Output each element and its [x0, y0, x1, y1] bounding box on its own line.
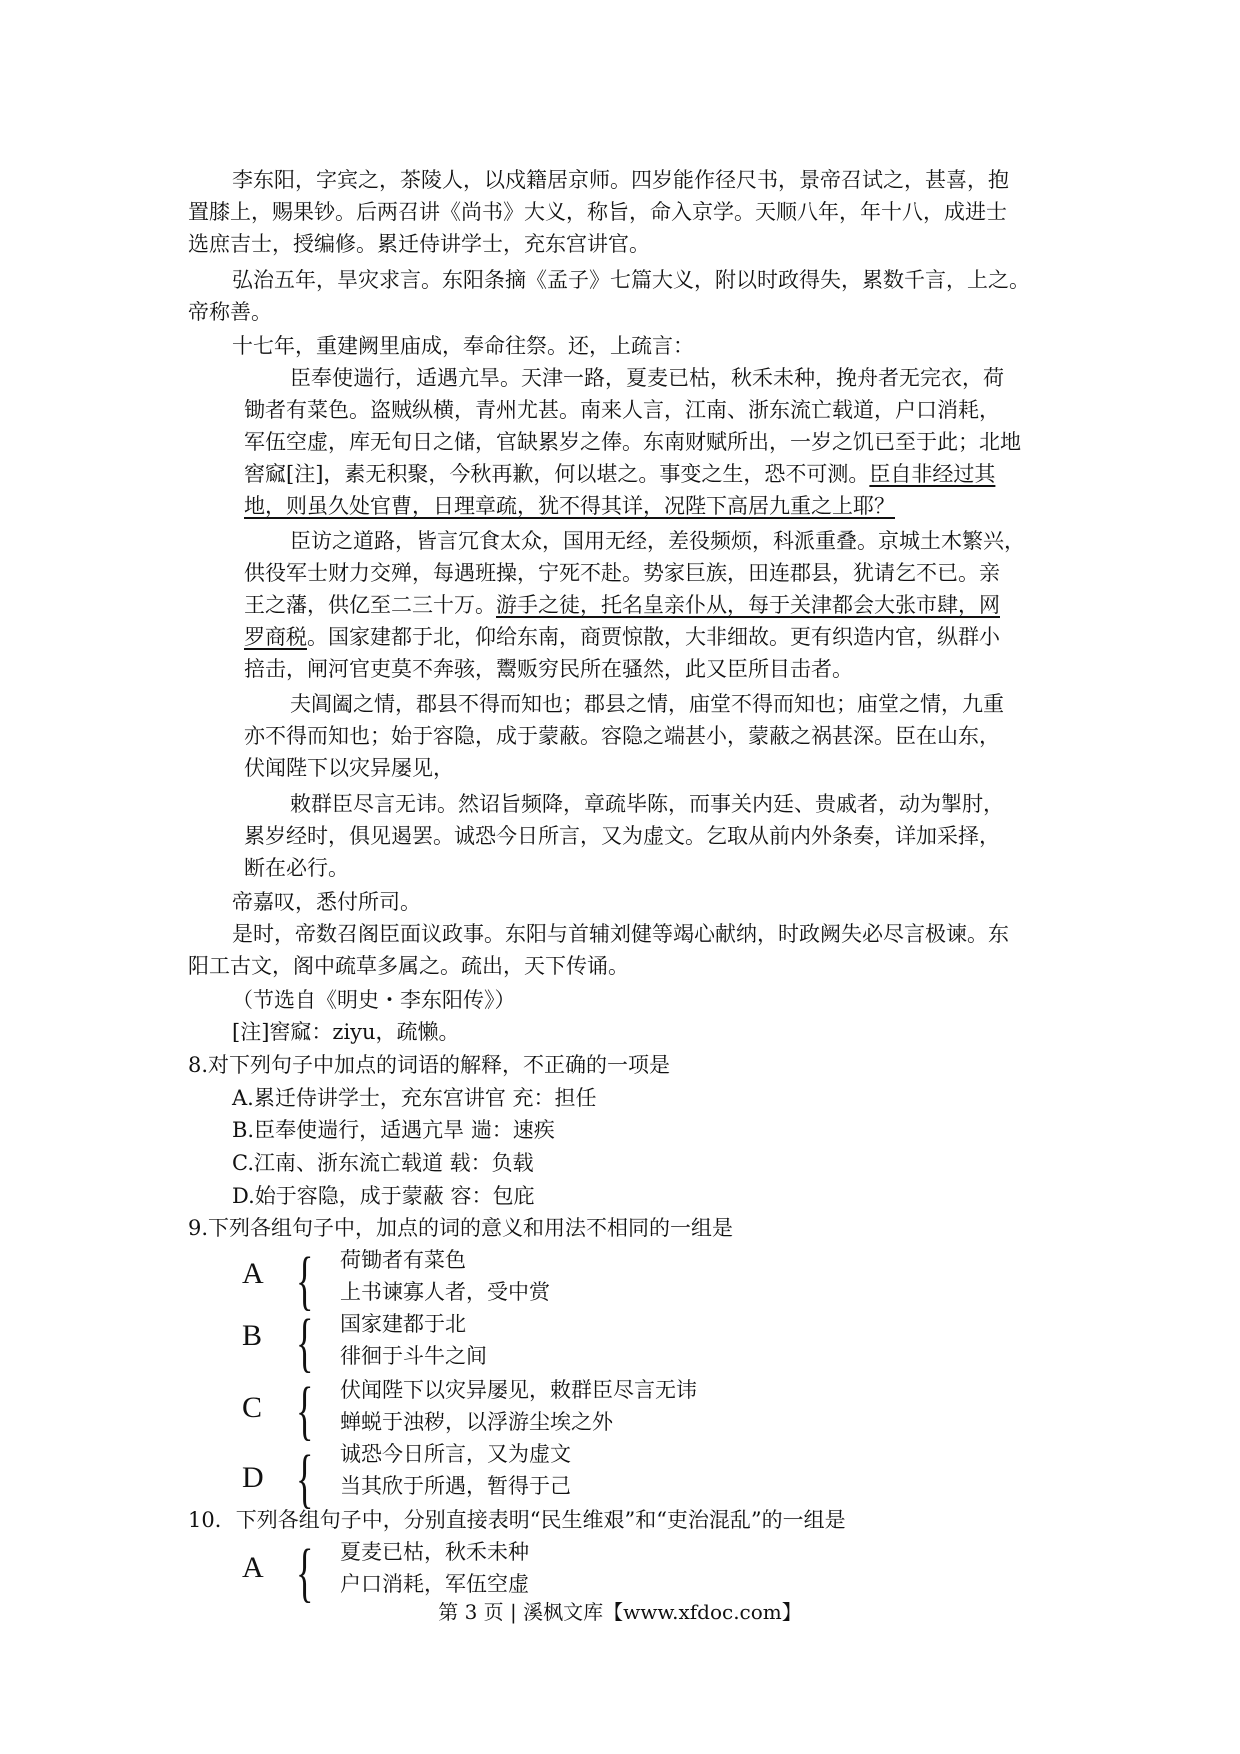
memorial-line: [244, 460, 995, 488]
memorial-line: 掊击，闸河官吏莫不奔骇，鬻贩穷民所在骚然，此又臣所目击者。: [244, 657, 853, 681]
question-9-d-sentence-2: 当其欣于所遇，暂得于己: [340, 1474, 571, 1498]
question-9-d-sentence-1: 诚恐今日所言，又为虚文: [340, 1442, 571, 1466]
question-9-option-a-letter: A: [242, 1257, 264, 1290]
passage-line: 弘治五年，旱灾求言。东阳条摘《孟子》七篇大义，附以时政得失，累数千言，上之。: [232, 268, 1030, 292]
brace-icon: {: [296, 1306, 314, 1379]
question-10-a-sentence-2: 户口消耗，军伍空虚: [340, 1572, 529, 1596]
memorial-line: 军伍空虚，库无旬日之储，官缺累岁之俸。东南财赋所出，一岁之饥已至于此；北地: [244, 430, 1021, 454]
question-9-a-sentence-2: 上书谏寡人者，受中赏: [340, 1280, 550, 1304]
question-9-c-sentence-1: 伏闻陛下以灾异屡见，敕群臣尽言无讳: [340, 1378, 697, 1402]
question-8-option-d: D.始于容隐，成于蒙蔽 容：包庇: [232, 1184, 535, 1208]
question-9-option-d-letter: D: [242, 1461, 264, 1494]
passage-line: 阳工古文，阁中疏草多属之。疏出，天下传诵。: [188, 954, 629, 978]
passage-line: 十七年，重建阙里庙成，奉命往祭。还，上疏言：: [232, 334, 694, 358]
passage-line: 是时，帝数召阁臣面议政事。东阳与首辅刘健等竭心献纳，时政阙失必尽言极谏。东: [232, 922, 1009, 946]
passage-line: 置膝上，赐果钞。后两召讲《尚书》大义，称旨，命入京学。天顺八年，年十八，成进士: [188, 200, 1007, 224]
brace-icon: {: [296, 1536, 314, 1609]
memorial-line: 伏闻陛下以灾异屡见，: [244, 756, 454, 780]
question-8-option-b: B.臣奉使遄行，适遇亢旱 遄：速疾: [232, 1118, 555, 1142]
brace-icon: {: [296, 1244, 314, 1317]
memorial-line: 锄者有菜色。盗贼纵横，青州尤甚。南来人言，江南、浙东流亡载道，户口消耗，: [244, 398, 1000, 422]
annotation-note: [注]窖窳：ziyu，疏懒。: [232, 1020, 460, 1044]
memorial-text: 。国家建都于北，仰给东南，商贾惊散，大非细故。更有织造内官，纵群小: [307, 625, 1000, 649]
memorial-text: 王之藩，供亿至二三十万。: [244, 593, 496, 617]
question-10-stem: 10．下列各组句子中，分别直接表明“民生维艰”和“吏治混乱”的一组是: [188, 1508, 846, 1532]
underlined-sentence: 臣自非经过其: [869, 462, 996, 486]
question-8-option-a: A.累迁侍讲学士，充东宫讲官 充：担任: [232, 1086, 597, 1110]
question-9-stem: 9.下列各组句子中，加点的词的意义和用法不相同的一组是: [188, 1216, 734, 1240]
memorial-line: 臣奉使遄行，适遇亢旱。天津一路，夏麦已枯，秋禾未种，挽舟者无完衣，荷: [290, 366, 1004, 390]
passage-line: 帝嘉叹，悉付所司。: [232, 890, 421, 914]
memorial-line: 累岁经时，俱见遏罢。诚恐今日所言，又为虚文。乞取从前内外条奏，详加采择，: [244, 824, 1000, 848]
memorial-line: [244, 623, 1000, 651]
memorial-text: 窖窳[注]，素无积聚，今秋再歉，何以堪之。事变之生，恐不可测。: [244, 462, 870, 486]
memorial-line: [244, 591, 1000, 619]
question-9-b-sentence-1: 国家建都于北: [340, 1312, 466, 1336]
question-9-option-c-letter: C: [242, 1391, 263, 1424]
passage-line: 帝称善。: [188, 300, 272, 324]
question-9-option-b-letter: B: [242, 1319, 263, 1352]
question-9-a-sentence-1: 荷锄者有菜色: [340, 1248, 466, 1272]
memorial-line: 臣访之道路，皆言冗食太众，国用无经，差役频烦，科派重叠。京城土木繁兴，: [290, 529, 1025, 553]
question-9-c-sentence-2: 蝉蜕于浊秽，以浮游尘埃之外: [340, 1410, 613, 1434]
underlined-sentence: 罗商税: [244, 625, 307, 649]
memorial-line: 断在必行。: [244, 856, 349, 880]
underlined-sentence: 地，则虽久处官曹，日理章疏，犹不得其详，况陛下高居九重之上耶？: [244, 494, 895, 518]
memorial-line: 敕群臣尽言无讳。然诏旨频降，章疏毕陈，而事关内廷、贵戚者，动为掣肘，: [290, 792, 1004, 816]
memorial-line: 亦不得而知也；始于容隐，成于蒙蔽。容隐之端甚小，蒙蔽之祸甚深。臣在山东，: [244, 724, 1000, 748]
source-citation: （节选自《明史・李东阳传》）: [232, 988, 516, 1012]
passage-line: 李东阳，字宾之，茶陵人，以戍籍居京师。四岁能作径尺书，景帝召试之，甚喜，抱: [232, 168, 1009, 192]
memorial-line: 供役军士财力交殚，每遇班操，宁死不赴。势家巨族，田连郡县，犹请乞不已。亲: [244, 561, 1000, 585]
question-10-a-sentence-1: 夏麦已枯，秋禾未种: [340, 1540, 529, 1564]
question-10-option-a-letter: A: [242, 1551, 264, 1584]
underlined-sentence: 游手之徒，托名皇亲仆从，每于关津都会大张市肆，网: [496, 593, 1000, 617]
question-9-b-sentence-2: 徘徊于斗牛之间: [340, 1344, 487, 1368]
question-8-stem: 8.对下列句子中加点的词语的解释，不正确的一项是: [188, 1053, 671, 1077]
passage-line: 选庶吉士，授编修。累迁侍讲学士，充东宫讲官。: [188, 232, 650, 256]
page-footer: 第 3 页 | 溪枫文库【www.xfdoc.com】: [438, 1600, 802, 1624]
memorial-line: 夫阊阖之情，郡县不得而知也；郡县之情，庙堂不得而知也；庙堂之情，九重: [290, 692, 1004, 716]
question-8-option-c: C.江南、浙东流亡载道 载：负载: [232, 1151, 534, 1175]
brace-icon: {: [296, 1374, 314, 1447]
brace-icon: {: [296, 1442, 314, 1515]
